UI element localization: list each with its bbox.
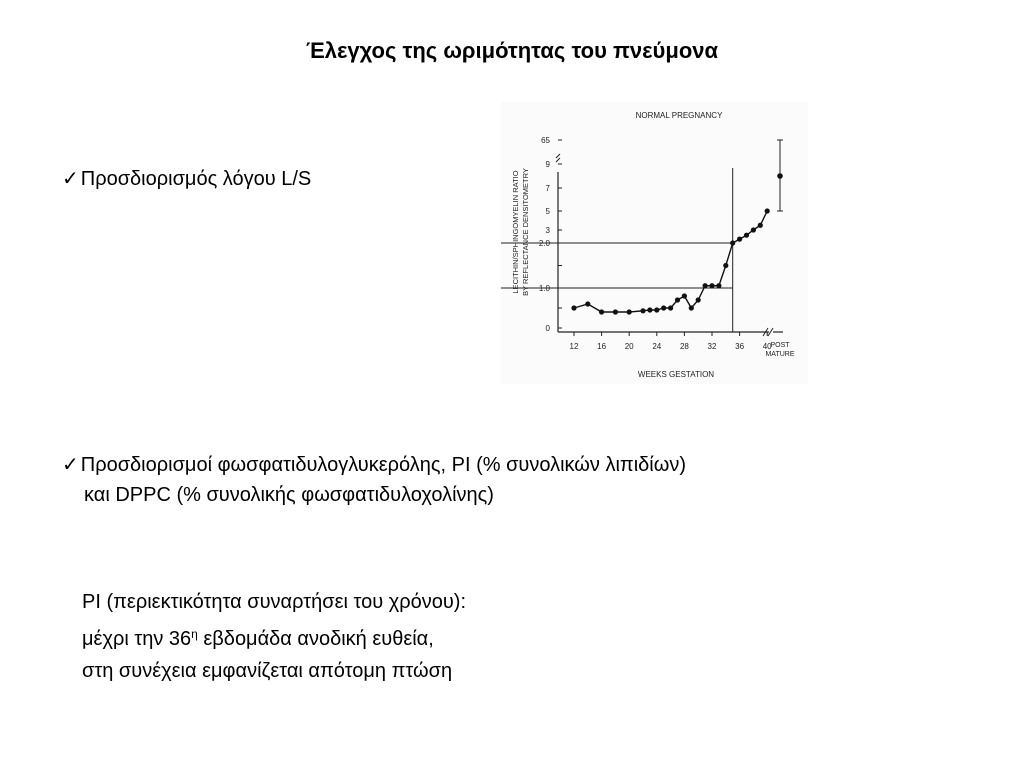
data-point	[709, 283, 714, 288]
x-tick-label: 24	[652, 342, 662, 351]
data-point	[585, 301, 590, 306]
check-icon: ✓	[62, 168, 79, 190]
x-tick-label: 20	[624, 342, 634, 351]
data-point	[599, 309, 604, 314]
pi-note	[82, 586, 466, 687]
y-tick-label: 0	[545, 324, 550, 333]
data-point	[744, 233, 749, 238]
data-point	[571, 305, 576, 310]
data-line	[574, 211, 767, 312]
data-point	[682, 293, 687, 298]
y-tick-label: 9	[545, 160, 550, 169]
data-point	[737, 237, 742, 242]
x-tick-label: 16	[597, 342, 607, 351]
pi-note-line2	[82, 618, 466, 655]
check-icon: ✓	[62, 454, 79, 476]
pi-note-line2-pre: μέχρι την 36	[82, 628, 192, 650]
data-point	[723, 263, 728, 268]
pi-note-line3: στη συνέχεια εμφανίζεται απότομη πτώση	[82, 660, 453, 682]
ls-ratio-chart	[501, 102, 808, 384]
data-point	[689, 305, 694, 310]
y-tick-label: 5	[545, 207, 550, 216]
data-point	[647, 307, 652, 312]
pi-note-superscript: η	[191, 627, 198, 641]
x-tick-label: 40	[762, 342, 772, 351]
pi-note-line2-post: εβδομάδα ανοδική ευθεία,	[197, 628, 434, 650]
x-extra-label-post: POST	[770, 342, 790, 349]
x-extra-label-mature: MATURE	[765, 351, 795, 358]
chart-title: NORMAL PREGNANCY	[635, 111, 723, 120]
data-point	[661, 305, 666, 310]
x-axis-label: WEEKS GESTATION	[637, 370, 715, 379]
x-tick-label: 36	[735, 342, 745, 351]
data-point	[765, 208, 770, 213]
data-point	[668, 305, 673, 310]
data-point	[654, 307, 659, 312]
y-axis-label-line2: BY REFLECTANCE DENSITOMETRY	[521, 168, 530, 296]
y-tick-label: 7	[545, 184, 550, 193]
data-point	[758, 223, 763, 228]
data-point	[751, 227, 756, 232]
data-point	[703, 283, 708, 288]
data-point	[627, 309, 632, 314]
y-axis-label-line1: LECITHIN/SPHINGOMYELIN RATIO	[511, 170, 520, 294]
pi-note-line1: PI (περιεκτικότητα συναρτήσει του χρόνου):	[82, 591, 466, 613]
bullet-pg-dppc-line2: και DPPC (% συνολικής φωσφατιδυλοχολίνης)	[84, 484, 494, 506]
x-tick-label: 28	[679, 342, 689, 351]
y-tick-label: 1.0	[538, 284, 550, 293]
y-tick-label: 3	[545, 226, 550, 235]
bullet-pg-dppc-line1: Προσδιορισμοί φωσφατιδυλογλυκερόλης, PI (% συνολικών λιπιδίων)	[80, 454, 687, 476]
y-axis-break	[556, 154, 560, 162]
bullet-ls-ratio	[62, 164, 311, 194]
data-point	[640, 308, 645, 313]
data-point	[730, 240, 735, 245]
data-point	[696, 297, 701, 302]
x-tick-label: 32	[707, 342, 717, 351]
y-tick-label: 2.0	[538, 239, 550, 248]
post-mature-point	[777, 173, 783, 179]
chart-svg	[501, 102, 808, 384]
data-point	[675, 297, 680, 302]
data-point	[613, 309, 618, 314]
x-tick-label: 12	[569, 342, 579, 351]
bullet-pg-dppc	[62, 450, 686, 510]
data-point	[716, 283, 721, 288]
bullet-ls-ratio-text: Προσδιορισμός λόγου L/S	[80, 168, 312, 190]
y-tick-label: 65	[541, 136, 550, 145]
slide-title: Έλεγχος της ωριμότητας του πνεύμονα	[305, 38, 719, 63]
